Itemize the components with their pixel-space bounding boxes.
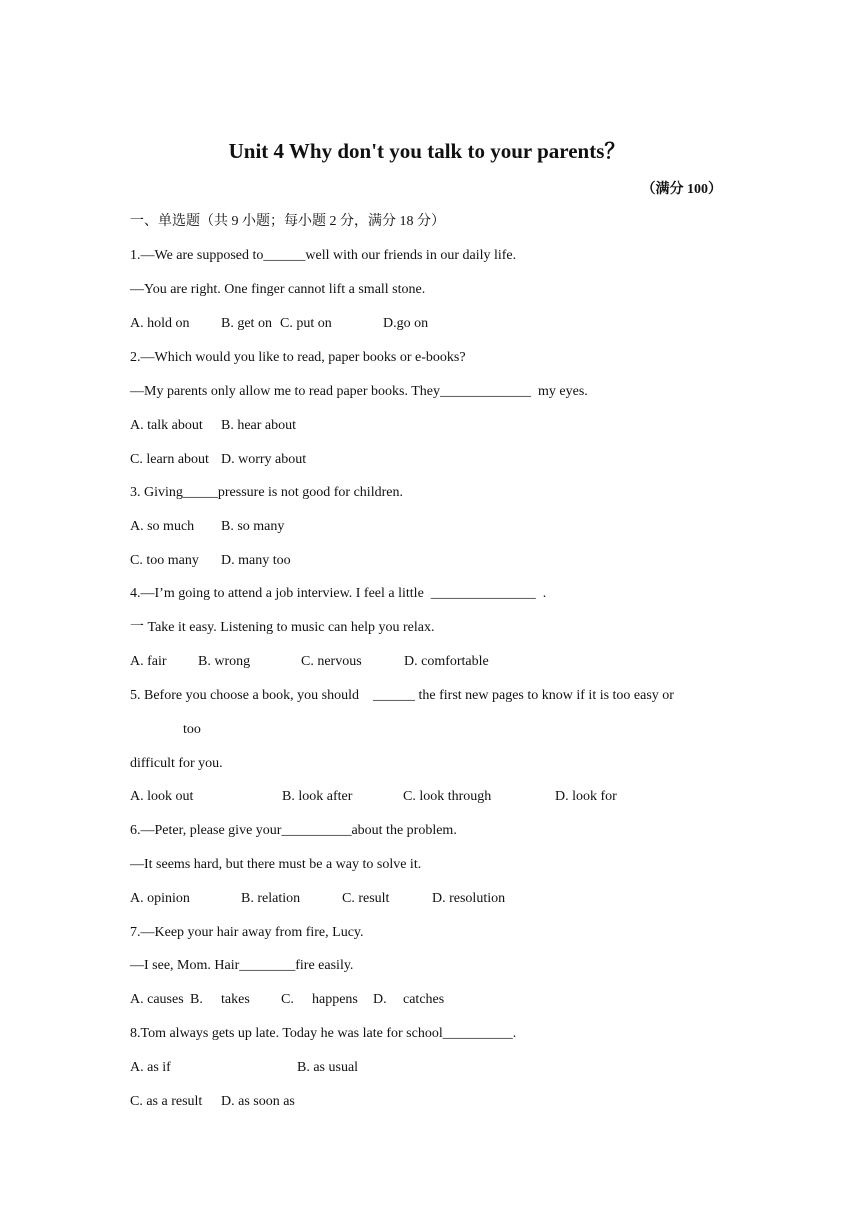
question-5-option-b: B. look after bbox=[282, 789, 353, 804]
question-4-option-a: A. fair bbox=[130, 654, 167, 669]
question-2-option-c: C. learn about bbox=[130, 452, 209, 467]
question-7-option-a: A. causes bbox=[130, 992, 184, 1007]
question-2-option-b: B. hear about bbox=[221, 418, 297, 433]
score-note: （满分 100） bbox=[641, 182, 722, 197]
question-4-option-c: C. nervous bbox=[301, 654, 362, 669]
question-6-option-b: B. relation bbox=[241, 891, 301, 906]
document-title: Unit 4 Why don't you talk to your parents？ bbox=[228, 139, 626, 163]
question-4-option-d: D. comfortable bbox=[404, 654, 489, 669]
question-8-option-c: C. as a result bbox=[130, 1094, 203, 1109]
question-4-option-b: B. wrong bbox=[198, 654, 251, 669]
question-7-option-b: takes bbox=[221, 992, 250, 1007]
question-2-reply: —My parents only allow me to read paper books. They_____________ my eyes. bbox=[130, 384, 588, 399]
question-5-stem: 5. Before you choose a book, you should ______ the first new pages to know if it is too easy or bbox=[130, 688, 674, 703]
question-1-option-c: C. put on bbox=[280, 316, 332, 331]
question-1-option-d: D.go on bbox=[383, 316, 429, 331]
question-7-option-c-letter: C. bbox=[281, 992, 294, 1007]
question-6-stem: 6.—Peter, please give your__________about the problem. bbox=[130, 823, 457, 838]
question-4-stem: 4.—I’m going to attend a job interview. I feel a little _______________ . bbox=[130, 586, 547, 601]
question-6-option-d: D. resolution bbox=[432, 891, 506, 906]
question-5-option-c: C. look through bbox=[403, 789, 492, 804]
question-8-option-b: B. as usual bbox=[297, 1060, 359, 1075]
question-5-stem-cont2: difficult for you. bbox=[130, 756, 223, 771]
question-6-option-a: A. opinion bbox=[130, 891, 190, 906]
question-4-reply: 一 Take it easy. Listening to music can help you relax. bbox=[130, 620, 435, 635]
question-1-reply: —You are right. One finger cannot lift a small stone. bbox=[130, 282, 426, 297]
question-7-stem: 7.—Keep your hair away from fire, Lucy. bbox=[130, 925, 364, 940]
question-5-stem-cont: too bbox=[183, 722, 201, 737]
question-3-option-a: A. so much bbox=[130, 519, 195, 534]
question-2-option-d: D. worry about bbox=[221, 452, 307, 467]
question-8-option-d: D. as soon as bbox=[221, 1094, 295, 1109]
question-2-stem: 2.—Which would you like to read, paper books or e-books? bbox=[130, 350, 466, 365]
question-1-option-a: A. hold on bbox=[130, 316, 190, 331]
question-6-option-c: C. result bbox=[342, 891, 390, 906]
question-7-option-c: happens bbox=[312, 992, 358, 1007]
question-3-option-b: B. so many bbox=[221, 519, 285, 534]
question-1-stem: 1.—We are supposed to______well with our friends in our daily life. bbox=[130, 248, 517, 263]
question-8-option-a: A. as if bbox=[130, 1060, 171, 1075]
question-5-option-d: D. look for bbox=[555, 789, 617, 804]
question-8-stem: 8.Tom always gets up late. Today he was late for school__________. bbox=[130, 1026, 517, 1041]
question-3-option-c: C. too many bbox=[130, 553, 199, 568]
question-7-reply: —I see, Mom. Hair________fire easily. bbox=[130, 958, 354, 973]
question-5-option-a: A. look out bbox=[130, 789, 194, 804]
question-3-stem: 3. Giving_____pressure is not good for children. bbox=[130, 485, 403, 500]
question-1-option-b: B. get on bbox=[221, 316, 272, 331]
question-3-option-d: D. many too bbox=[221, 553, 291, 568]
question-6-reply: —It seems hard, but there must be a way to solve it. bbox=[130, 857, 422, 872]
question-7-option-b-letter: B. bbox=[190, 992, 203, 1007]
question-7-option-d: catches bbox=[403, 992, 445, 1007]
question-7-option-d-letter: D. bbox=[373, 992, 387, 1007]
section-heading: 一、单选题（共 9 小题；每小题 2 分，满分 18 分） bbox=[130, 214, 445, 229]
question-2-option-a: A. talk about bbox=[130, 418, 203, 433]
